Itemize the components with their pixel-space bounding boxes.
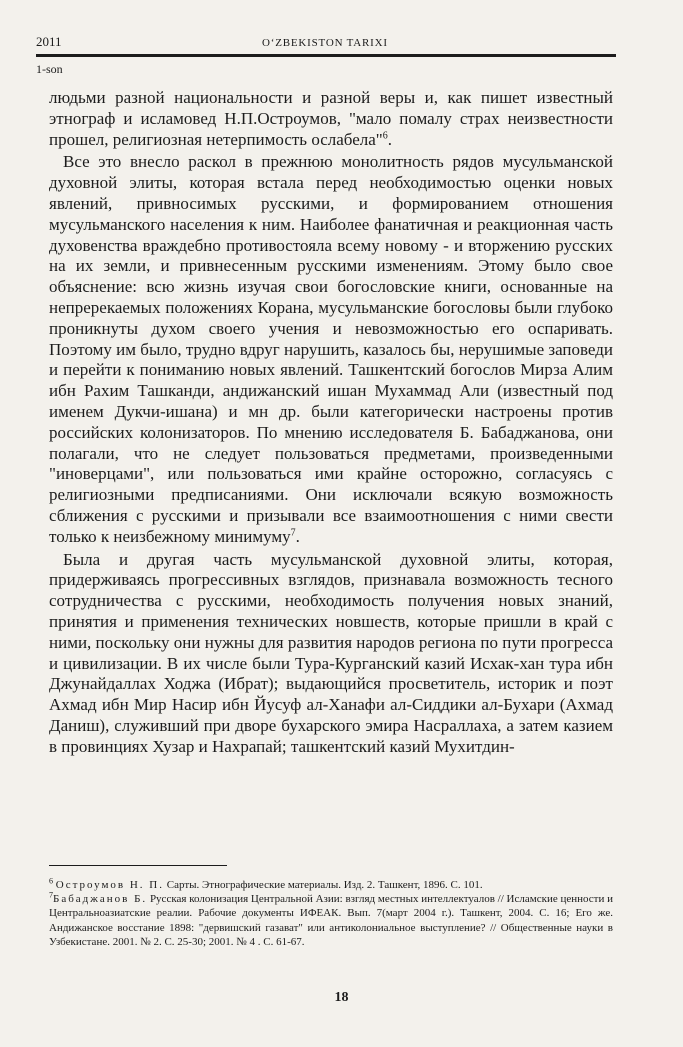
footnote-mark: 7 <box>49 890 53 900</box>
footnote-ref-7[interactable]: 7 <box>290 527 296 539</box>
paragraph-2-end: . <box>295 526 300 546</box>
footnote-mark: 6 <box>49 876 53 886</box>
footnote-rule <box>49 865 227 866</box>
header-journal-title: O‘ZBEKISTON TARIXI <box>262 37 388 49</box>
paragraph-1-end: . <box>387 129 392 149</box>
header-rule <box>36 54 616 57</box>
footnote-author: Бабаджанов Б. <box>53 893 148 906</box>
paragraph-1 <box>49 88 613 150</box>
header-issue: 1-son <box>36 62 63 76</box>
paragraph-2-text: Все это внесло раскол в прежнюю монолитность рядов мусульманской духовной элиты, которая встала перед необходимостью оценки новых явлений, привносимых русскими, и формированием отношения мусульманского населения к ним. Наиболее фанатичная и реакционная часть духовенства враждебно противостояла всему новому - и вторжению русских на их земли, и привнесенным русскими изменениям. Этому было свое объяснение: всю жизнь изучая свои богословские книги, основанные на непререкаемых положениях Корана, мусульманские богословы были глубоко проникнуты духом своего учения и невозможностью его оспаривать. Поэтому им было, трудно вдруг нарушить, казалось бы, нерушимые заповеди и перейти к пониманию новых явлений. Ташкентский богослов Мирза Алим ибн Рахим Ташканди, андижанский ишан Мухаммад Али (известный под именем Дукчи-ишана) и мн др. были категорически настроены против российских колонизаторов. По мнению исследователя Б. Бабаджанова, они полагали, что не следует пользоваться предметами, произведенными "иноверцами", или пользоваться ими крайне осторожно, согласуясь с религиозными предписаниями. Они исключали всякую возможность сближения с русскими и призывали все взаимоотношения с ними свести только к неизбежному минимуму <box>49 152 613 546</box>
footnote-author: Остроумов Н. П. <box>55 879 164 891</box>
header-year: 2011 <box>36 34 62 49</box>
footnotes <box>49 878 613 949</box>
page-number: 18 <box>334 990 349 1005</box>
footnote-6 <box>49 878 613 892</box>
footnote-text: Сарты. Этнографические материалы. Изд. 2. Ташкент, 1896. С. 101. <box>166 879 483 891</box>
paragraph-1-text: людьми разной национальности и разной веры и, как пишет известный этнограф и исламовед Н.П.Остроумов, "мало помалу страх неизвестности прошел, религиозная нетерпимость ослабела" <box>49 88 613 149</box>
footnote-ref-6[interactable]: 6 <box>382 129 388 141</box>
paragraph-2 <box>49 152 613 547</box>
paragraph-3 <box>49 550 613 758</box>
footnote-text: Русская колонизация Центральной Азии: взгляд местных интеллектуалов // Исламские ценности и Центральноазиатские реалии. Рабочие документы ИФЕАК. Вып. 7(март 2004 г.). Ташкент, 2004. С. 16; Его же. Андижанское восстание 1898: "дервишский газават" или антиколониальное выступление? // Общественные науки в Узбекистане. 2001. № 2. С. 25-30; 2001. № 4 . С. 61-67. <box>49 893 614 948</box>
article-body <box>49 88 613 758</box>
footnote-7 <box>49 892 613 949</box>
paragraph-3-text: Была и другая часть мусульманской духовной элиты, которая, придерживаясь прогрессивных взглядов, признавала возможность тесного сотрудничества с русскими, необходимость получения новых знаний, принятия и применения технических новшеств, которые пришли в край с ними, поскольку они нужны для развития народов региона по пути прогресса и цивилизации. В их числе были Тура-Курганский казий Исхак-хан тура ибн Джунайдаллах Ходжа (Ибрат); выдающийся просветитель, историк и поэт Ахмад ибн Мир Насир ибн Йусуф ал-Ханафи ал-Сиддики ал-Бухари (Ахмад Даниш), служивший при дворе бухарского эмира Насраллаха, а затем казием в провинциях Хузар и Нахрапай; ташкентский казий Мухитдин- <box>49 549 614 756</box>
